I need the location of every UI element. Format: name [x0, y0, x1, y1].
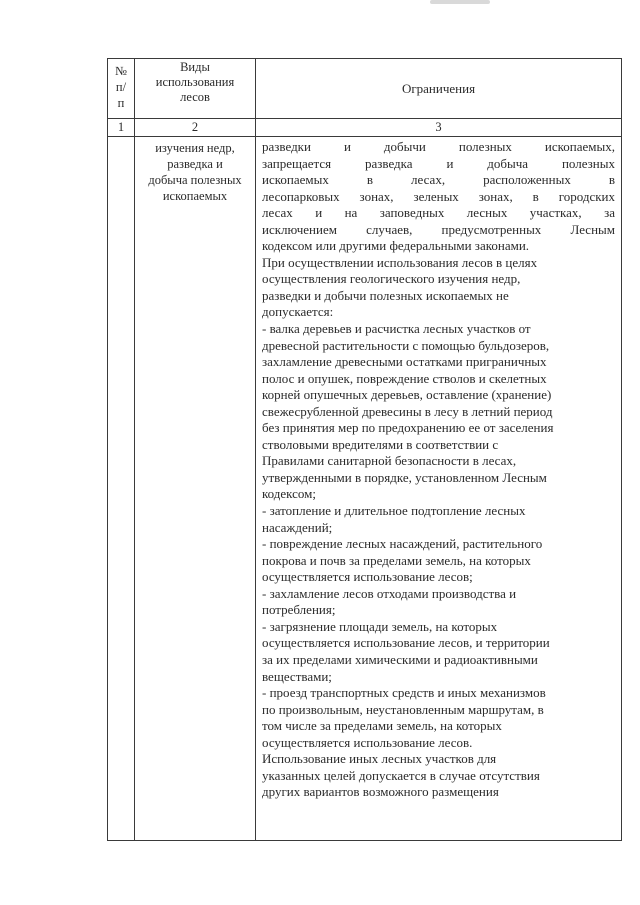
- scan-artifact: [430, 0, 490, 4]
- restriction-text-line: за их пределами химическими и радиоактивными: [262, 651, 538, 667]
- header-number-line: №: [115, 64, 127, 78]
- restrictions-table: [107, 58, 622, 841]
- restriction-text-line: разведки и добычи полезных ископаемых,: [262, 139, 615, 154]
- restrictions-text-cell: [256, 137, 622, 841]
- restriction-text-line: - захламление лесов отходами производства и: [262, 585, 517, 601]
- restriction-text-line: лесах и на заповедных лесных участках, за: [262, 205, 615, 221]
- restriction-text-line: корней опушечных деревьев, оставление (хранение): [262, 387, 552, 403]
- table-row: [108, 137, 622, 841]
- restriction-text-line: - проезд транспортных средств и иных механизмов: [262, 685, 546, 701]
- restriction-text-line: осуществляется использование лесов.: [262, 734, 473, 750]
- restriction-text-line: допускается:: [262, 304, 334, 320]
- header-restrictions-cell: Ограничения: [256, 59, 622, 119]
- column-number: 1: [108, 119, 135, 137]
- column-number: 2: [135, 119, 256, 137]
- restriction-text-line: осуществления геологического изучения недр,: [262, 271, 521, 287]
- restriction-text-line: запрещается разведка и добыча полезных: [262, 155, 615, 171]
- restriction-text-line: кодексом;: [262, 486, 317, 502]
- restriction-text-line: утвержденными в порядке, установленном Лесным: [262, 469, 547, 485]
- usage-type-line: добыча полезных: [148, 173, 242, 187]
- restriction-text-line: том числе за пределами земель, на которых: [262, 718, 502, 734]
- restriction-text-line: других вариантов возможного размещения: [262, 784, 499, 800]
- restriction-text-line: разведки и добычи полезных ископаемых не: [262, 287, 509, 303]
- restriction-text-line: стволовыми вредителями в соответствии с: [262, 436, 499, 452]
- header-number-cell: [108, 59, 135, 119]
- table-header-row: [108, 59, 622, 119]
- usage-type-line: изучения недр,: [155, 141, 235, 155]
- restriction-text-line: полос и опушек, повреждение стволов и скелетных: [262, 370, 547, 386]
- restriction-text-line: покрова и почв за пределами земель, на которых: [262, 552, 531, 568]
- header-number-line: п: [117, 96, 125, 110]
- header-usage-type-line: лесов: [180, 90, 210, 104]
- restriction-text-line: по произвольным, неустановленным маршрутам, в: [262, 701, 544, 717]
- restriction-text-line: указанных целей допускается в случае отсутствия: [262, 767, 540, 783]
- restriction-text-line: Правилами санитарной безопасности в лесах,: [262, 453, 517, 469]
- restriction-text-line: Использование иных лесных участков для: [262, 751, 497, 767]
- restriction-text-line: без принятия мер по предохранению ее от заселения: [262, 420, 554, 436]
- header-usage-type-line: использования: [155, 75, 235, 89]
- usage-type-line: разведка и: [167, 157, 223, 171]
- restriction-text-line: - затопление и длительное подтопление лесных: [262, 503, 526, 519]
- restriction-text-line: осуществляется использование лесов;: [262, 569, 473, 585]
- restriction-text-line: При осуществлении использования лесов в целях: [262, 254, 538, 270]
- usage-type-cell: [135, 137, 256, 841]
- restriction-text-line: свежесрубленной древесины в лесу в летний период: [262, 403, 553, 419]
- restriction-text-line: - загрязнение площади земель, на которых: [262, 618, 498, 634]
- restriction-text-line: - валка деревьев и расчистка лесных участков от: [262, 321, 531, 337]
- restriction-text-line: древесной растительности с помощью бульдозеров,: [262, 337, 550, 353]
- header-usage-type-cell: [135, 59, 256, 119]
- restriction-text-line: насаждений;: [262, 519, 333, 535]
- column-number: 3: [256, 119, 622, 137]
- restriction-text-line: ископаемых в лесах, расположенных в: [262, 172, 615, 188]
- row-number-cell: [108, 137, 135, 841]
- restriction-text-line: осуществляется использование лесов, и территории: [262, 635, 550, 651]
- column-number-row: [108, 119, 622, 137]
- restriction-text-line: исключением случаев, предусмотренных Лесным: [262, 221, 615, 237]
- header-usage-type-line: Виды: [180, 60, 210, 74]
- restriction-text-line: лесопарковых зонах, зеленых зонах, в городских: [262, 188, 615, 204]
- restriction-text-line: кодексом или другими федеральными законами.: [262, 238, 530, 254]
- header-number-line: п/: [115, 80, 127, 94]
- restriction-text-line: - повреждение лесных насаждений, растительного: [262, 536, 543, 552]
- restriction-text-line: потребления;: [262, 602, 336, 618]
- restriction-text-line: веществами;: [262, 668, 332, 684]
- usage-type-line: ископаемых: [162, 189, 228, 203]
- restriction-text-line: захламление древесными остатками приграничных: [262, 354, 547, 370]
